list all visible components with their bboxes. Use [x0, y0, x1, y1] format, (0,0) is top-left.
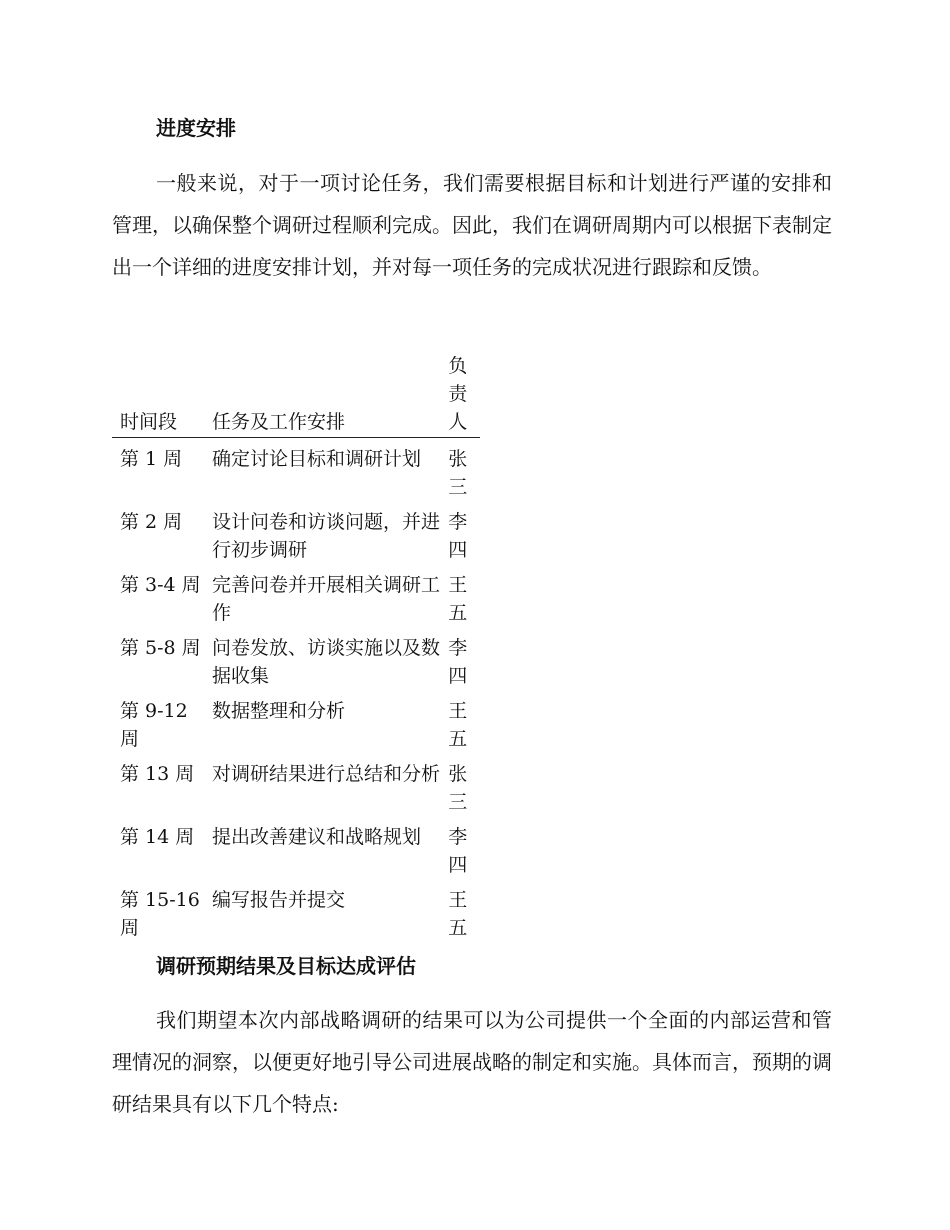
section-heading-schedule: 进度安排 [156, 116, 236, 140]
header-task: 任务及工作安排 [204, 352, 440, 438]
row-time: 第 14 周 [120, 826, 195, 848]
row-time: 第 2 周 [120, 511, 183, 533]
row-time: 第 1 周 [120, 448, 183, 470]
table-row [112, 816, 480, 879]
row-owner: 李四 [448, 826, 468, 876]
row-task: 确定讨论目标和调研计划 [212, 448, 422, 470]
expected-results-paragraph: 我们期望本次内部战略调研的结果可以为公司提供一个全面的内部运营和管理情况的洞察，以便更好地引导公司进展战略的制定和实施。具体而言，预期的调研结果具有以下几个特点: [112, 1008, 832, 1116]
table-row [112, 690, 480, 753]
section-heading-expected-results: 调研预期结果及目标达成评估 [156, 954, 416, 978]
row-time: 第 5-8 周 [120, 637, 201, 659]
row-task: 设计问卷和访谈问题，并进行初步调研 [212, 511, 441, 561]
row-owner-cell [440, 564, 480, 627]
row-owner-cell [440, 438, 480, 502]
row-owner: 李四 [448, 511, 468, 561]
row-owner: 李四 [448, 637, 468, 687]
schedule-table [112, 352, 480, 942]
row-owner-cell [440, 753, 480, 816]
header-time: 时间段 [112, 352, 204, 438]
row-owner: 张三 [448, 763, 468, 813]
row-owner: 王五 [448, 889, 468, 939]
table-row [112, 879, 480, 942]
table-row [112, 564, 480, 627]
row-task: 数据整理和分析 [212, 700, 346, 722]
row-task: 问卷发放、访谈实施以及数据收集 [212, 637, 441, 687]
row-owner-cell [440, 501, 480, 564]
table-header-row [112, 352, 480, 438]
table-row [112, 438, 480, 502]
row-owner: 张三 [448, 448, 468, 498]
header-owner [440, 352, 480, 438]
header-owner-label: 负责人 [448, 355, 468, 433]
row-owner-cell [440, 879, 480, 942]
row-owner-cell [440, 690, 480, 753]
row-task: 对调研结果进行总结和分析 [212, 763, 441, 785]
row-time: 第 9-12 周 [120, 700, 188, 750]
row-owner-cell [440, 627, 480, 690]
row-owner: 王五 [448, 700, 468, 750]
row-task: 完善问卷并开展相关调研工作 [212, 574, 441, 624]
row-owner: 王五 [448, 574, 468, 624]
schedule-intro-paragraph: 一般来说，对于一项讨论任务，我们需要根据目标和计划进行严谨的安排和管理，以确保整个调研过程顺利完成。因此，我们在调研周期内可以根据下表制定出一个详细的进度安排计划，并对每一项任务的完成状况进行跟踪和反馈。 [112, 171, 832, 279]
row-task: 编写报告并提交 [212, 889, 346, 911]
row-task: 提出改善建议和战略规划 [212, 826, 422, 848]
row-time: 第 15-16 周 [120, 889, 200, 939]
row-time: 第 3-4 周 [120, 574, 201, 596]
table-row [112, 501, 480, 564]
row-time: 第 13 周 [120, 763, 195, 785]
row-owner-cell [440, 816, 480, 879]
table-row [112, 627, 480, 690]
table-row [112, 753, 480, 816]
